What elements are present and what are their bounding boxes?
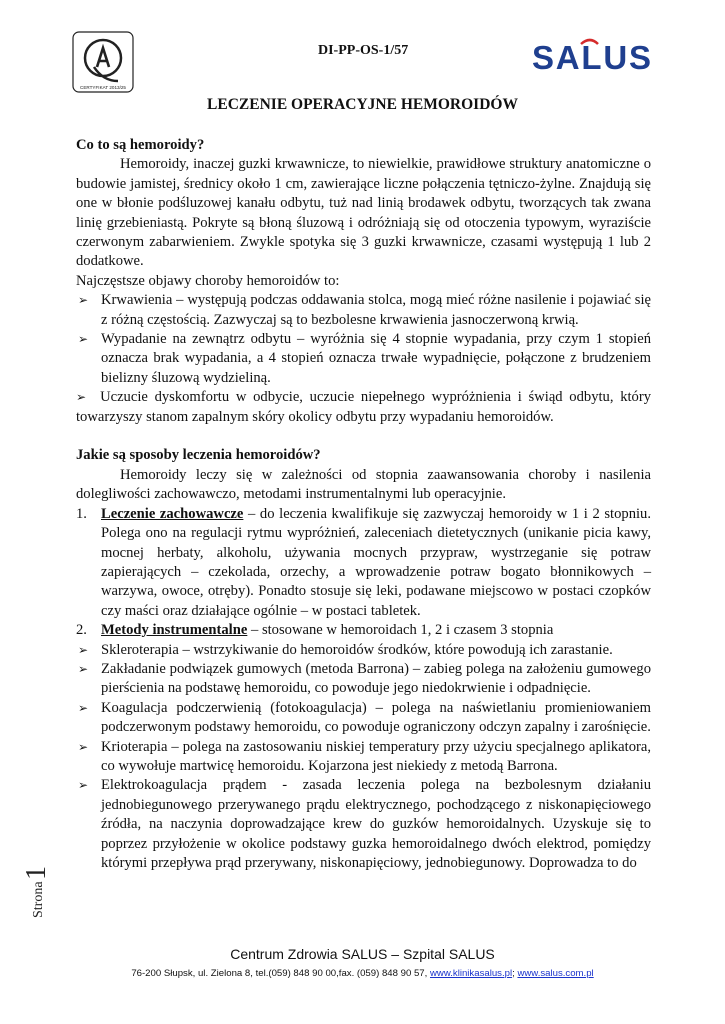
page-number-label [20,858,56,918]
arrow-bullet-icon: ➢ [78,332,89,347]
document-code: DI-PP-OS-1/57 [318,43,409,58]
method-item [76,699,651,738]
method-text: Krioterapia – polega na zastosowaniu niskiej temperatury przy użyciu specjalnego aplikatora, co wywołuje martwicę hemoroidu. Kojarzona jest niekiedy z metodą Barrona. [101,738,651,774]
arrow-bullet-icon: ➢ [78,700,89,715]
treatment-intro-paragraph: Hemoroidy leczy się w zależności od stopnia zaawansowania choroby i nasilenia dolegliwości zachowawczo, metodami instrumentalnymi lub operacyjnie. [76,466,651,503]
item-number: 1. [76,505,87,522]
method-text: Zakładanie podwiązek gumowych (metoda Barrona) – zabieg polega na założeniu gumowego pierścienia na podstawę hemoroidu, co powoduje jego niedokrwienie i odpadnięcie. [101,660,651,697]
footer-separator: ; [512,968,518,979]
arrow-bullet-icon: ➢ [76,390,87,405]
item-label: Leczenie zachowawcze [101,505,244,522]
method-item [76,776,651,873]
symptom-item [76,291,651,330]
method-item [76,660,651,699]
section-heading-what-are-hemorrhoids: Co to są hemoroidy? [76,137,205,153]
item-label: Metody instrumentalne [101,622,248,639]
footer-address-line [0,968,725,979]
page-label: Strona [31,881,46,918]
item-number: 2. [76,622,87,639]
footer-name: Centrum Zdrowia SALUS – Szpital SALUS [230,946,495,962]
item-text: – stosowane w hemoroidach 1, 2 i czasem 3 stopnia [247,622,554,639]
footer-address: 76-200 Słupsk, ul. Zielona 8, tel.(059) 848 90 00,fax. (059) 848 90 57, [131,968,430,979]
symptom-text: Wypadanie na zewnątrz odbytu – wyróżnia się 4 stopnie wypadania, przy czym 1 stopień oznacza brak wypadania, a 4 stopień oznacza trwałe wypadnięcie, połączone z brudzeniem bielizny śluzową wydzieliną. [101,331,651,386]
symptom-text: Krwawienia – występują podczas oddawania stolca, mogą mieć różne nasilenie i pojawiać się z różną częstością. Zazwyczaj są to bezbolesne krwawienia jasnoczerwoną krwią. [101,292,651,328]
symptom-item [76,388,651,427]
treatment-item-instrumental [76,621,651,640]
salus-logo-text: SALUS [532,39,652,76]
treatment-item-conservative [76,505,651,621]
quality-certificate-logo [72,31,134,93]
arrow-bullet-icon: ➢ [78,739,89,754]
method-text: Koagulacja podczerwienią (fotokoagulacja) – polega na naświetlaniu promieniowaniem podczerwonym podstawy hemoroidu, co powoduje ograniczony odczyn zapalny i zarośnięcie. [101,699,651,736]
page-number: 1 [21,866,52,880]
method-item [76,738,651,777]
footer-link-salus[interactable]: www.salus.com.pl [517,968,594,979]
arrow-bullet-icon: ➢ [78,661,89,676]
section-heading-treatment: Jakie są sposoby leczenia hemoroidów? [76,447,321,464]
cert-caption: CERTYFIKAT 2013/25 [80,85,126,90]
footer-link-klinikasalus[interactable]: www.klinikasalus.pl [429,968,513,979]
arrow-bullet-icon: ➢ [78,642,89,657]
page-title: LECZENIE OPERACYJNE HEMOROIDÓW [207,96,518,113]
arrow-bullet-icon: ➢ [78,293,89,308]
section-intro-paragraph: Hemoroidy, inaczej guzki krwawnicze, to niewielkie, prawidłowe struktury anatomiczne o budowie jamistej, średnicy około 1 cm, zawierające liczne połączenia tętniczo-żylne. Znajdują się one w błonie podśluzowej kanału odbytu, tuż nad linią brodawek odbytu, tworzących tak zwana linię grzebieniastą. Pokryte są błoną śluzową i odróżniają się od otoczenia typowym, wyraziście czerwonym zabarwieniem. Zwykle spotyka się 3 guzki krwawnicze, czasami występują 1 lub 2 dodatkowe. [76,156,651,270]
method-text: Elektrokoagulacja prądem - zasada leczenia polega na bezbolesnym działaniu jednobiegunowego przerywanego prądu elektrycznego, pochodzącego z niskonapięciowego źródła, na naczynia doprowadzające krew do guzków hemoroidalnych. Uzyskuje się to poprzez przyłożenie w okolice podstawy guzka hemoroidalnego dwóch elektrod, pomiędzy którymi przepływa prąd przerywany, niskonapięciowy, jednobiegunowy. Doprowadza to do [101,777,651,872]
item-text: – do leczenia kwalifikuje się zazwyczaj hemoroidy w 1 i 2 stopniu. Polega ono na regulacji rytmu wypróżnień, zaleceniach dietetycznych (unikanie picia kawy, mocnej herbaty, alkoholu, używania mocnych przypraw, wystrzeganie się potraw zapierających – czekolada, orzechy, a wprowadzenie potraw bogato błonnikowych – warzywa, owoce, otręby). Ponadto stosuje się leki, podawane miejscowo w postaci czopków czy maści oraz działające ogólnie – w postaci tabletek. [101,505,651,619]
salus-logo [532,36,654,78]
symptoms-lead: Najczęstsze objawy choroby hemoroidów to: [76,272,340,289]
document-body [76,136,651,873]
symptom-text: Uczucie dyskomfortu w odbycie, uczucie niepełnego wypróżnienia i świąd odbytu, który towarzyszy stanom zapalnym skóry okolicy odbytu przy wypadaniu hemoroidów. [76,389,651,425]
arrow-bullet-icon: ➢ [78,778,89,793]
method-item [76,641,651,660]
method-text: Skleroterapia – wstrzykiwanie do hemoroidów środków, które powodują ich zarastanie. [101,641,613,658]
symptom-item [76,330,651,388]
